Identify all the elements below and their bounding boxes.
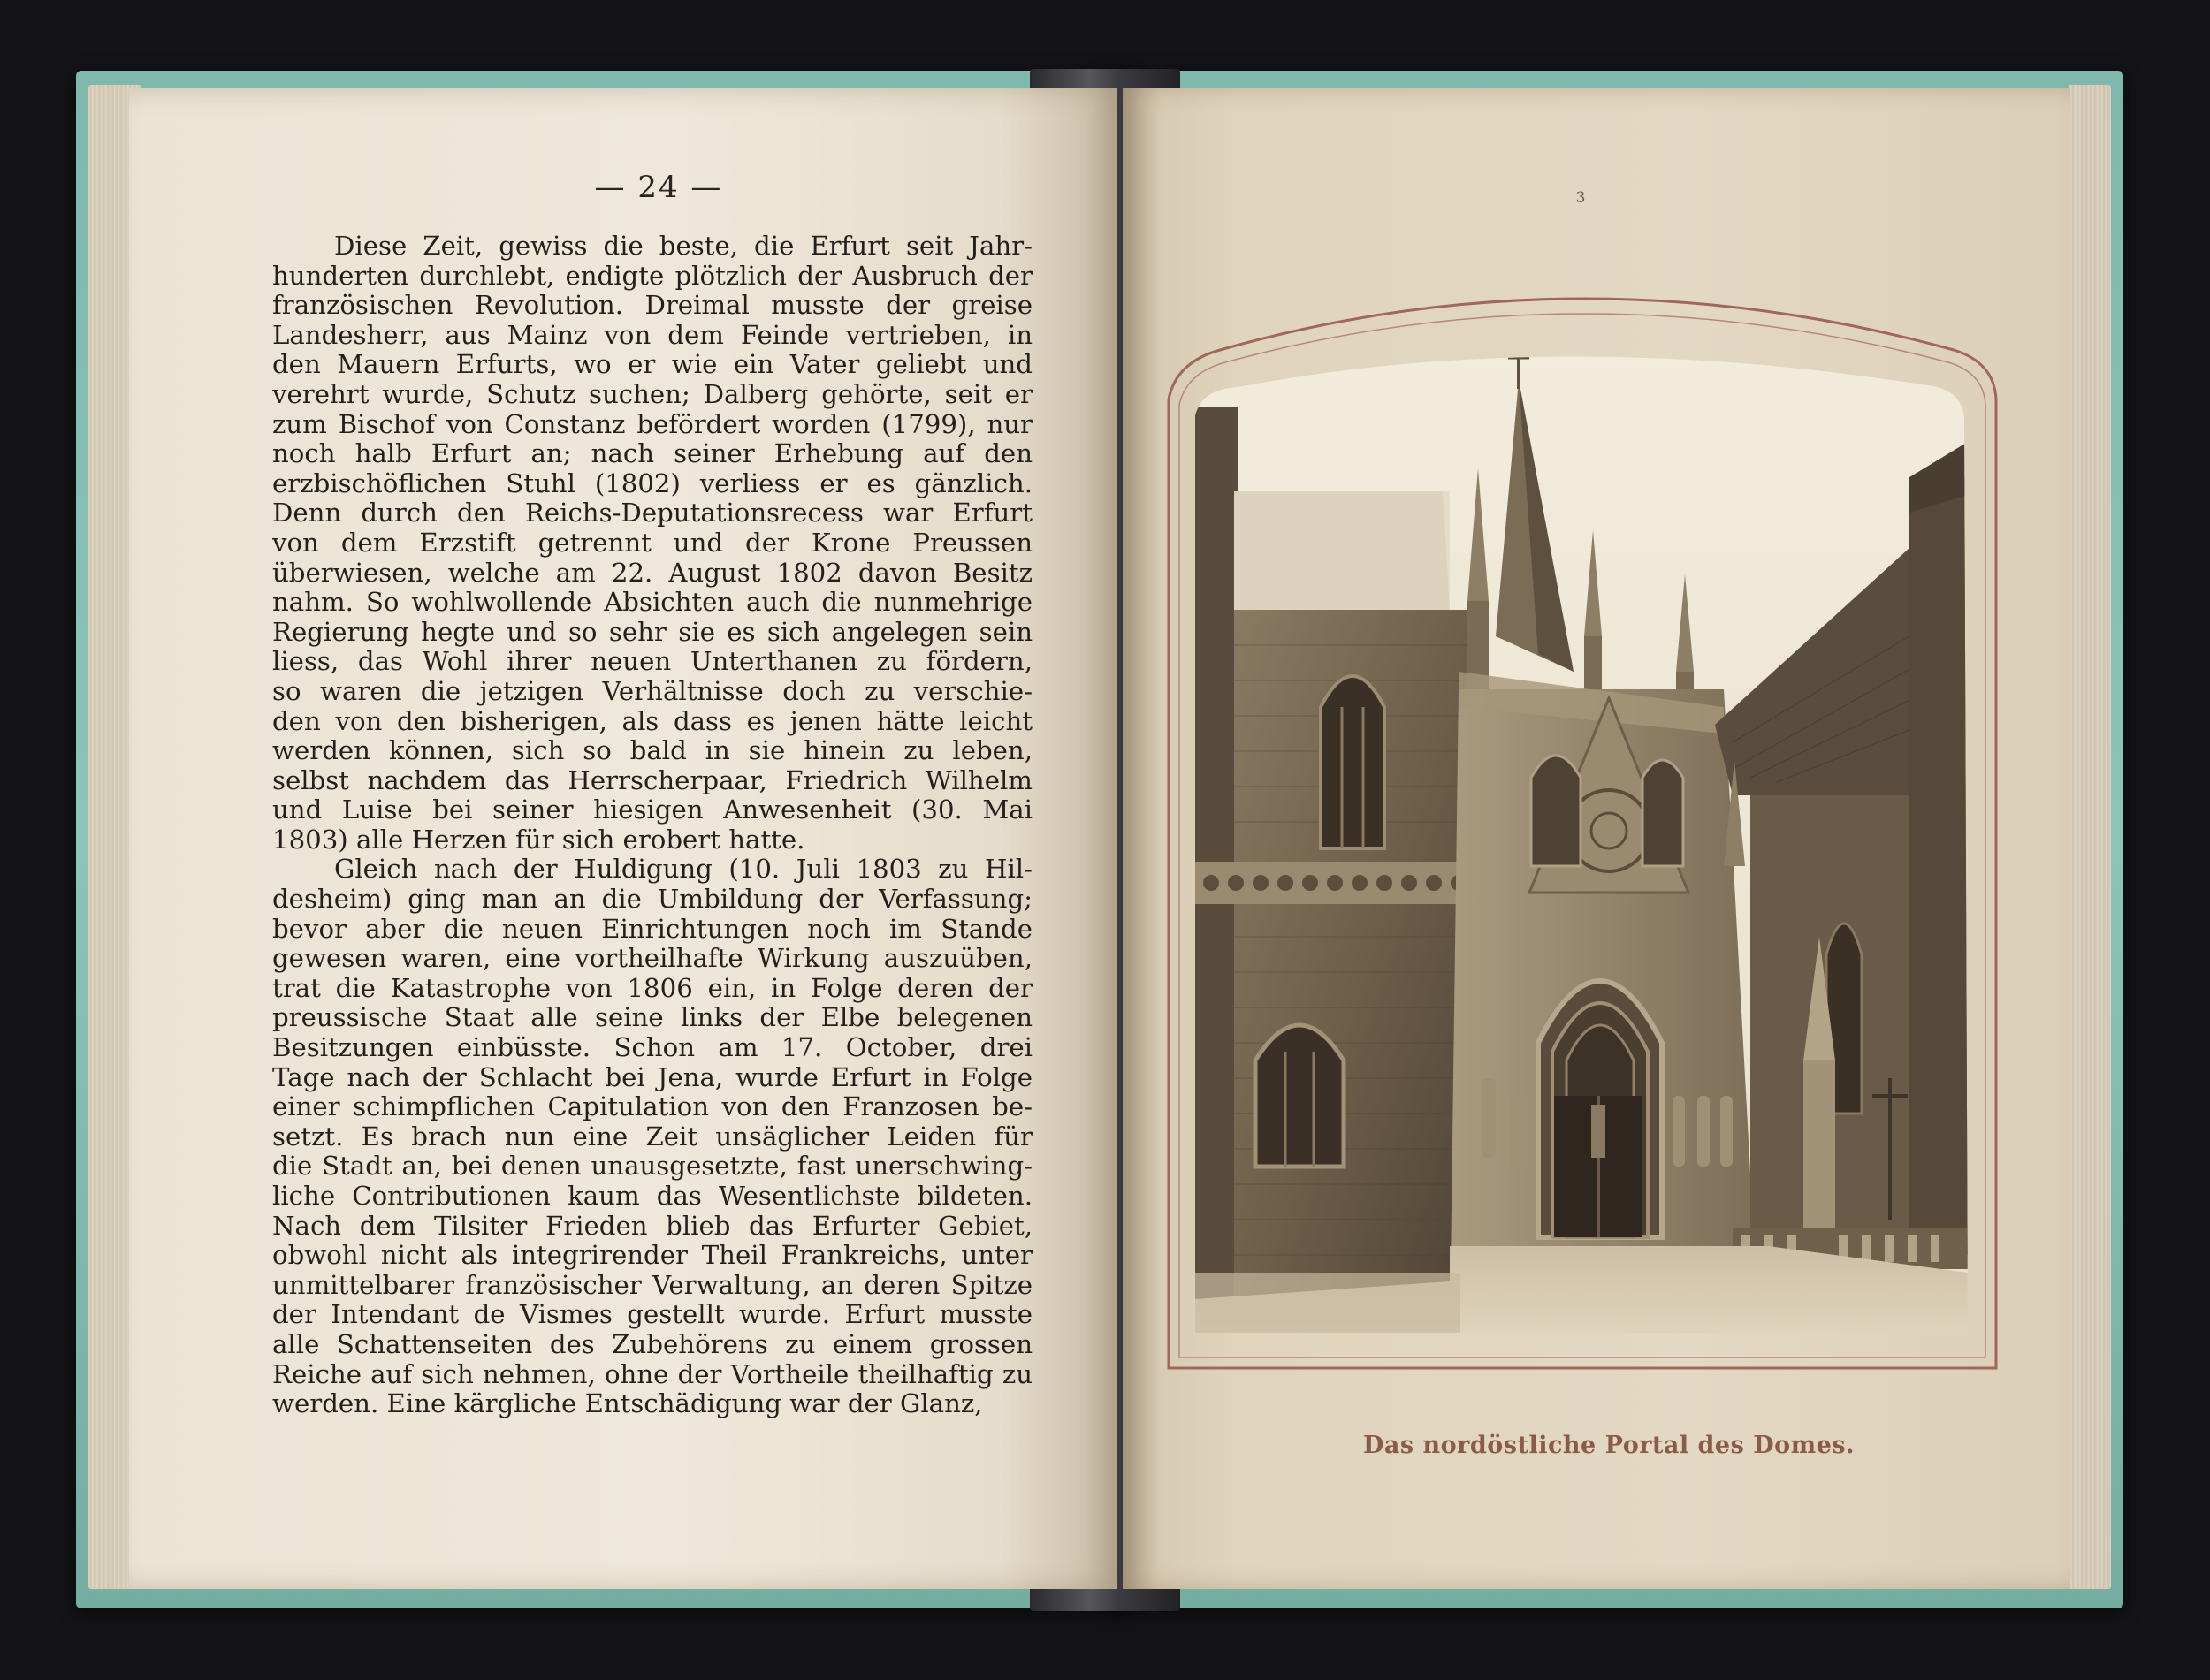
text-line: Diese Zeit, gewiss die beste, die Erfurt seit Jahr-: [334, 232, 1033, 261]
text-line: nahm. So wohlwollende Absichten auch die nunmehrige: [272, 588, 1033, 618]
text-line: und Luise bei seiner hiesigen Anwesenheit (30. Mai: [272, 795, 1033, 825]
plate-number: 3: [1575, 189, 1586, 207]
text-line: so waren die jetzigen Verhältnisse doch zu verschie-: [272, 676, 1033, 706]
text-line: von dem Erzstift getrennt und der Krone Preussen: [272, 528, 1033, 558]
text-line: Regierung hegte und so sehr sie es sich angelegen sein: [272, 617, 1033, 647]
text-line: französischen Revolution. Dreimal musste der greise: [272, 291, 1033, 321]
text-line: desheim) ging man an die Umbildung der Verfassung;: [272, 885, 1033, 915]
text-line: gewesen waren, eine vortheilhafte Wirkung auszuüben,: [272, 944, 1033, 974]
text-line: die Stadt an, bei denen unausgesetzte, fast unerschwing-: [272, 1152, 1033, 1182]
text-line: liess, das Wohl ihrer neuen Unterthanen zu fördern,: [272, 647, 1033, 677]
text-line: werden. Eine kärgliche Entschädigung war der Glanz,: [272, 1389, 983, 1419]
text-line: Reiche auf sich nehmen, ohne der Vortheile theilhaftig zu: [272, 1359, 1033, 1389]
text-line: Gleich nach der Huldigung (10. Juli 1803 zu Hil-: [334, 855, 1033, 885]
text-line: preussische Staat alle seine links der Elbe belegenen: [272, 1003, 1033, 1033]
text-line: einer schimpflichen Capitulation von den Franzosen be-: [272, 1092, 1033, 1122]
photograph-cathedral-portal: [1185, 318, 1980, 1343]
text-line: werden können, sich so bald in sie hinein zu leben,: [272, 736, 1033, 766]
text-line: Besitzungen einbüsste. Schon am 17. October, drei: [272, 1033, 1033, 1063]
text-line: den von den bisherigen, als dass es jenen hätte leicht: [272, 706, 1033, 736]
text-line: alle Schattenseiten des Zubehörens zu einem grossen: [272, 1329, 1033, 1359]
text-line: trat die Katastrophe von 1806 ein, in Folge deren der: [272, 973, 1033, 1003]
text-line: setzt. Es brach nun eine Zeit unsäglicher Leiden für: [272, 1121, 1033, 1152]
text-line: den Mauern Erfurts, wo er wie ein Vater geliebt und: [272, 350, 1033, 380]
text-line: Denn durch den Reichs-Deputationsrecess war Erfurt: [272, 498, 1033, 528]
text-line: überwiesen, welche am 22. August 1802 davon Besitz: [272, 558, 1033, 588]
text-line: unmittelbarer französischer Verwaltung, an deren Spitze: [272, 1270, 1033, 1300]
text-line: 1803) alle Herzen für sich erobert hatte.: [272, 825, 805, 855]
text-line: der Intendant de Vismes gestellt wurde. Erfurt musste: [272, 1300, 1033, 1330]
page-number: — 24 —: [594, 170, 723, 205]
text-line: noch halb Erfurt an; nach seiner Erhebung auf den: [272, 439, 1033, 469]
text-line: Nach dem Tilsiter Frieden blieb das Erfurter Gebiet,: [272, 1211, 1033, 1241]
text-line: bevor aber die neuen Einrichtungen noch im Stande: [272, 914, 1033, 944]
text-line: liche Contributionen kaum das Wesentlichste bildeten.: [272, 1182, 1033, 1211]
text-line: hunderten durchlebt, endigte plötzlich der Ausbruch der: [272, 261, 1033, 291]
plate-caption: Das nordöstliche Portal des Domes.: [1363, 1432, 1855, 1459]
text-line: zum Bischof von Constanz befördert worden (1799), nur: [272, 409, 1033, 439]
text-line: Tage nach der Schlacht bei Jena, wurde Erfurt in Folge: [272, 1062, 1033, 1092]
text-line: Landesherr, aus Mainz von dem Feinde vertrieben, in: [272, 320, 1033, 350]
text-line: selbst nachdem das Herrscherpaar, Friedrich Wilhelm: [272, 765, 1033, 795]
text-line: obwohl nicht als integrirender Theil Frankreichs, unter: [272, 1241, 1033, 1271]
text-line: verehrt wurde, Schutz suchen; Dalberg gehörte, seit er: [272, 379, 1033, 409]
text-line: erzbischöflichen Stuhl (1802) verliess er es gänzlich.: [272, 468, 1033, 498]
